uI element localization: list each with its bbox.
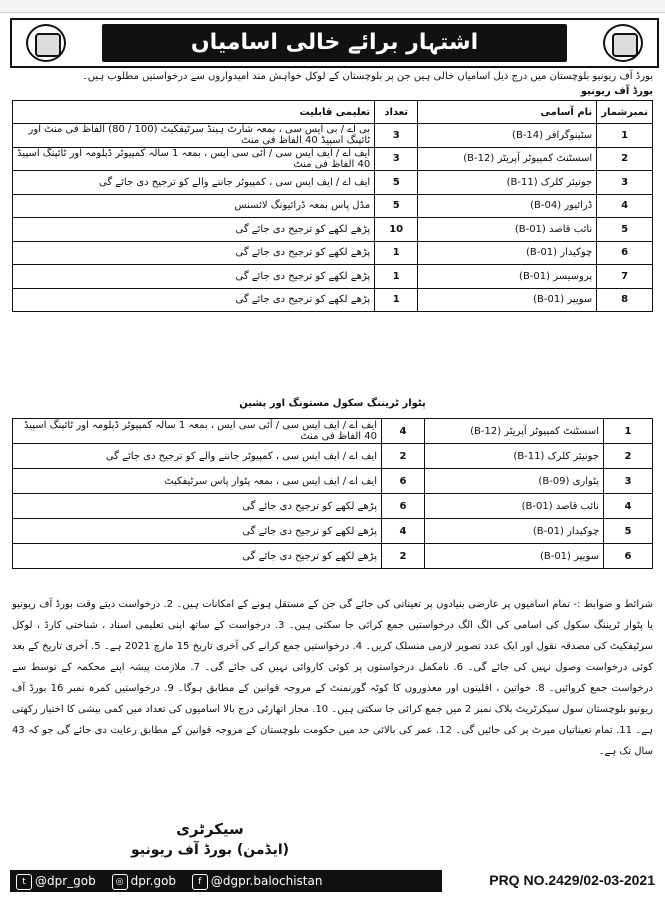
facebook-handle[interactable]: @dgpr.balochistan	[210, 874, 323, 888]
intro-text: بورڈ آف ریونیو بلوچستان میں درج ذیل اسامیاں خالی ہیں جن پر بلوچستان کے لوکل خواہش مند امیدواروں سے درخواستیں مطلوب ہیں۔	[81, 71, 653, 82]
row-count: 1	[375, 241, 418, 265]
balochistan-emblem-logo	[26, 24, 66, 62]
row-count: 3	[375, 147, 418, 171]
row-count: 4	[382, 419, 425, 444]
header-count: تعداد	[375, 101, 418, 124]
row-post: چوکیدار (B-01)	[425, 519, 604, 544]
row-number: 4	[604, 494, 653, 519]
row-count: 5	[375, 171, 418, 195]
row-qualification: ایف اے / ایف ایس سی / آئی سی ایس ، بمعہ 1 سالہ کمپیوٹر ڈپلومہ اور ٹائپنگ اسپیڈ 40 الفاظ فی منٹ	[13, 419, 382, 444]
twitter-icon: t	[16, 874, 32, 890]
row-count: 10	[375, 218, 418, 242]
row-count: 3	[375, 124, 418, 148]
row-count: 6	[382, 494, 425, 519]
row-post: سویپر (B-01)	[425, 544, 604, 569]
row-post: سٹینوگرافر (B-14)	[418, 124, 597, 148]
row-qualification: مڈل پاس بمعہ ڈرائیونگ لائسنس	[13, 194, 375, 218]
row-qualification: ایف اے / ایف ایس سی ، کمپیوٹر جاننے والے کو ترجیح دی جائے گی	[13, 171, 375, 195]
row-post: جونیئر کلرک (B-11)	[425, 444, 604, 469]
table-row	[13, 171, 653, 195]
row-post: جونیئر کلرک (B-11)	[418, 171, 597, 195]
table-row	[13, 265, 653, 289]
header-no: نمبرشمار	[597, 101, 653, 124]
row-post: پروسیسر (B-01)	[418, 265, 597, 289]
row-number: 1	[604, 419, 653, 444]
signature-title: سیکرٹری	[176, 820, 244, 838]
row-qualification: بی اے / بی ایس سی ، بمعہ شارٹ ہینڈ سرٹیفکیٹ (100 / 80) الفاظ فی منٹ اور ٹائپنگ اسپیڈ 40 الفاظ فی منٹ	[13, 124, 375, 148]
row-number: 7	[597, 265, 653, 289]
row-qualification: پڑھے لکھے کو ترجیح دی جائے گی	[13, 241, 375, 265]
row-post: نائب قاصد (B-01)	[418, 218, 597, 242]
row-count: 1	[375, 288, 418, 312]
row-count: 6	[382, 469, 425, 494]
row-number: 5	[604, 519, 653, 544]
row-number: 2	[604, 444, 653, 469]
instagram-handle[interactable]: dpr.gob	[130, 874, 177, 888]
facebook-icon: f	[192, 874, 208, 890]
section1-label: بورڈ آف ریونیو	[580, 86, 653, 97]
table-row	[13, 194, 653, 218]
row-qualification: ایف اے / ایف ایس سی ، بمعہ پٹوار پاس سرٹیفکیٹ	[13, 469, 382, 494]
social-bar	[10, 870, 442, 892]
row-number: 5	[597, 218, 653, 242]
header-banner	[10, 18, 659, 68]
table-row	[13, 241, 653, 265]
row-count: 1	[375, 265, 418, 289]
table-row	[13, 147, 653, 171]
twitter-handle[interactable]: @dpr_gob	[35, 874, 96, 888]
row-post: چوکیدار (B-01)	[418, 241, 597, 265]
row-number: 1	[597, 124, 653, 148]
row-post: اسسٹنٹ کمپیوٹر آپریٹر (B-12)	[418, 147, 597, 171]
row-number: 8	[597, 288, 653, 312]
table-row	[13, 519, 653, 544]
page-title: اشتہار برائے خالی اسامیاں	[102, 24, 567, 62]
row-qualification: پڑھے لکھے کو ترجیح دی جائے گی	[13, 519, 382, 544]
vacancy-table-board	[12, 100, 653, 312]
table-row	[13, 544, 653, 569]
row-number: 6	[604, 544, 653, 569]
prq-number: PRQ NO.2429/02-03-2021	[489, 872, 655, 888]
row-count: 4	[382, 519, 425, 544]
row-post: ڈرائیور (B-04)	[418, 194, 597, 218]
table-row	[13, 124, 653, 148]
vacancy-table-patwar	[12, 418, 653, 569]
terms-and-conditions: شرائط و ضوابط :- تمام اسامیوں پر عارضی بنیادوں پر تعیناتی کی جائے گی جن کے مستقل ہونے کے امکانات ہیں۔ 2. درخواست دیتے وقت بورڈ آف ریونیو یا پٹوار ٹریننگ سکول کی اسامی کی الگ الگ درخواستیں جمع کرائی جا سکتی ہیں۔ 3. درخواست کے ساتھ اپنی تعلیمی اسناد ، شناختی کارڈ ، لوکل سرٹیفکیٹ کی مصدقہ نقول اور ایک عدد تصویر لازمی منسلک کریں۔ 4. درخواستیں جمع کرانے کی آخری تاریخ 15 مارچ 2021 ہے۔ 5. آخری تاریخ کے بعد کوئی درخواست وصول نہیں کی جائے گی۔ 6. نامکمل درخواستوں پر کوئی کاروائی نہیں کی جائے گی۔ 7. ملازمت پیشہ اپنے محکمہ کے توسط سے درخواست جمع کروائیں۔ 8. خواتین ، اقلیتوں اور معذوروں کا کوٹہ گورنمنٹ کے مروجہ قوانین کے مطابق ہوگا۔ 9. درخواستیں کمرہ نمبر 16 بورڈ آف ریونیو بلوچستان سول سیکرٹریٹ بلاک نمبر 2 میں جمع کرائی جا سکتی ہیں۔ 10. مجاز اتھارٹی درج بالا اسامیوں کی تعداد میں کمی بیشی کا اختیار رکھتی ہے۔ 11. تمام تعیناتیاں میرٹ پر کی جائیں گی۔ 12. عمر کی بالائی حد میں حکومت بلوچستان کے مروجہ قوانین کے مطابق رعایت دی جائے گی جو کہ 43 سال تک ہے۔	[12, 599, 654, 757]
footer	[0, 870, 665, 899]
row-post: پٹواری (B-09)	[425, 469, 604, 494]
row-qualification: ایف اے / ایف ایس سی ، کمپیوٹر جاننے والے کو ترجیح دی جائے گی	[13, 444, 382, 469]
table-row	[13, 444, 653, 469]
row-qualification: پڑھے لکھے کو ترجیح دی جائے گی	[13, 265, 375, 289]
instagram-icon: ◎	[112, 874, 128, 890]
row-count: 5	[375, 194, 418, 218]
row-count: 2	[382, 444, 425, 469]
row-number: 4	[597, 194, 653, 218]
header-post: نام آسامی	[418, 101, 597, 124]
top-strip	[0, 0, 665, 13]
row-qualification: پڑھے لکھے کو ترجیح دی جائے گی	[13, 544, 382, 569]
row-number: 3	[597, 171, 653, 195]
section2-label: پٹوار ٹریننگ سکول مستونگ اور پشین	[239, 398, 426, 409]
table-row	[13, 419, 653, 444]
row-qualification: پڑھے لکھے کو ترجیح دی جائے گی	[13, 288, 375, 312]
row-post: اسسٹنٹ کمپیوٹر آپریٹر (B-12)	[425, 419, 604, 444]
table-row	[13, 494, 653, 519]
board-of-revenue-logo	[603, 24, 643, 62]
row-number: 2	[597, 147, 653, 171]
row-post: نائب قاصد (B-01)	[425, 494, 604, 519]
row-qualification: پڑھے لکھے کو ترجیح دی جائے گی	[13, 494, 382, 519]
table-row	[13, 288, 653, 312]
row-number: 3	[604, 469, 653, 494]
signature-block	[110, 820, 310, 858]
row-number: 6	[597, 241, 653, 265]
table-row	[13, 218, 653, 242]
row-count: 2	[382, 544, 425, 569]
row-qualification: ایف اے / ایف ایس سی / آئی سی ایس ، بمعہ 1 سالہ کمپیوٹر ڈپلومہ اور ٹائپنگ اسپیڈ 40 الفاظ فی منٹ	[13, 147, 375, 171]
row-qualification: پڑھے لکھے کو ترجیح دی جائے گی	[13, 218, 375, 242]
header-qualification: تعلیمی قابلیت	[13, 101, 375, 124]
table-row	[13, 469, 653, 494]
row-post: سویپر (B-01)	[418, 288, 597, 312]
signature-dept: (ایڈمن) بورڈ آف ریونیو	[130, 842, 290, 858]
